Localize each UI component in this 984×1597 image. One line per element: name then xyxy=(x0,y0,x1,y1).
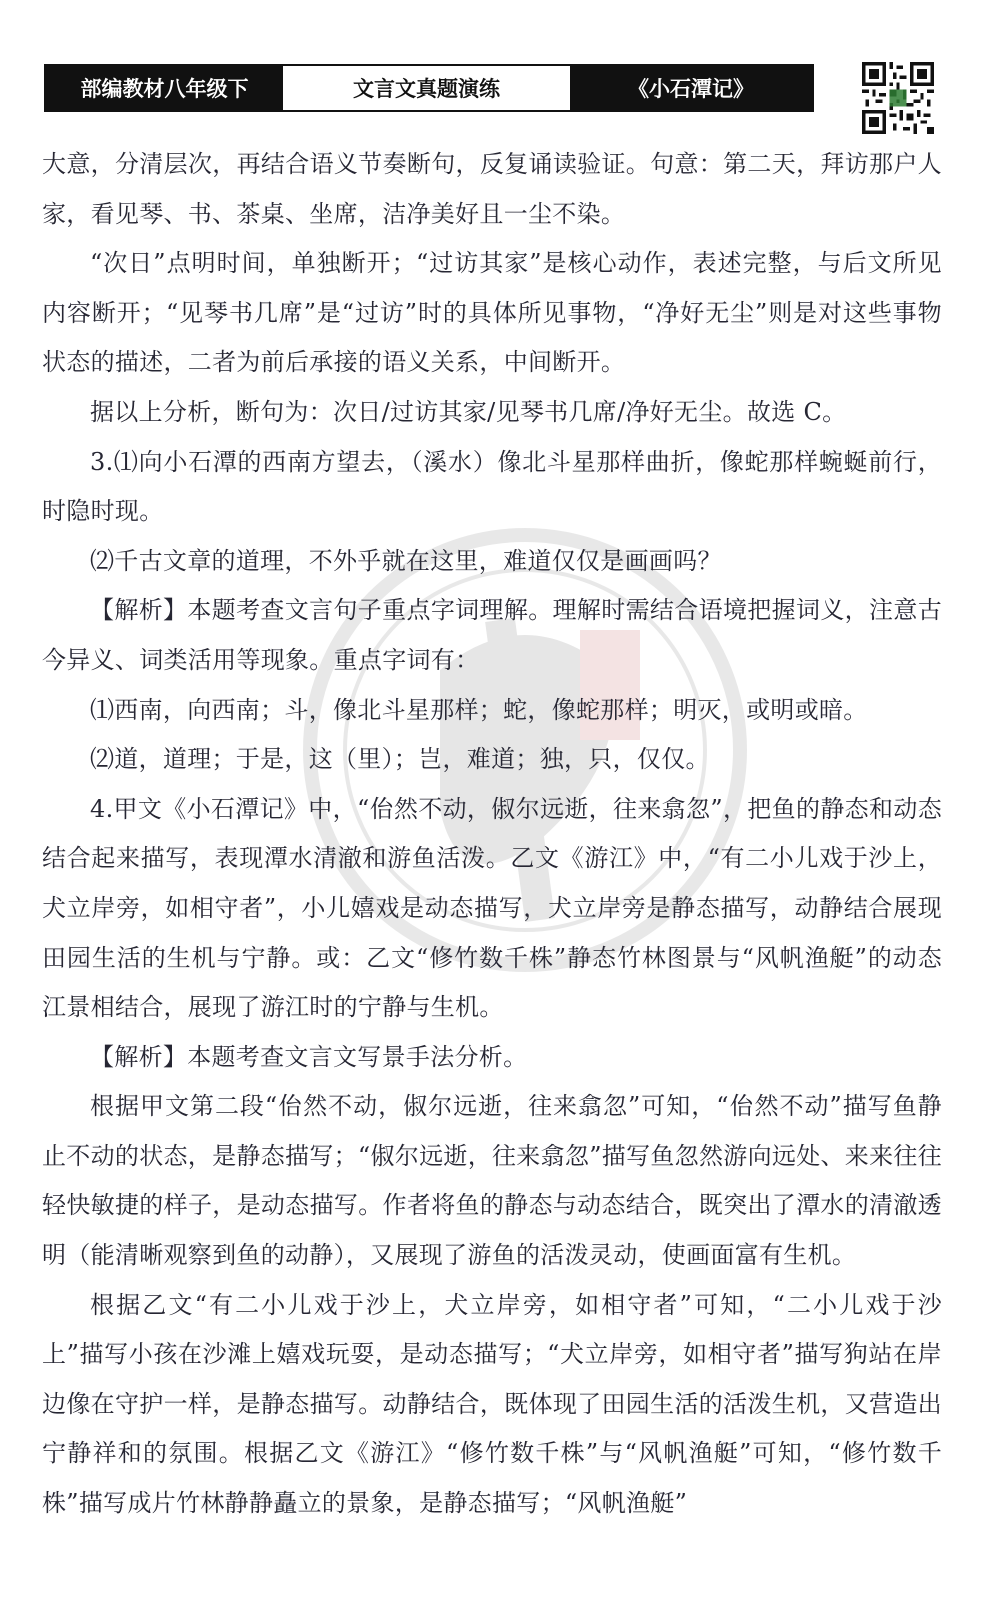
header-section-title: 文言文真题演练 xyxy=(283,66,570,110)
page-header xyxy=(44,64,814,112)
paragraph: 大意，分清层次，再结合语义节奏断句，反复诵读验证。句意：第二天，拜访那户人家，看见琴、书、茶桌、坐席，洁净美好且一尘不染。 xyxy=(42,150,942,228)
paragraph: 根据乙文“有二小儿戏于沙上，犬立岸旁，如相守者”可知，“二小儿戏于沙上”描写小孩在沙滩上嬉戏玩耍，是动态描写；“犬立岸旁，如相守者”描写狗站在岸边像在守护一样，是静态描写。动静结合，既体现了田园生活的活泼生机，又营造出宁静祥和的氛围。根据乙文《游江》“修竹数千株”与“风帆渔艇”可知，“修竹数千株”描写成片竹林静静矗立的景象，是静态描写；“风帆渔艇” xyxy=(42,1290,942,1518)
header-lesson-title: 《小石潭记》 xyxy=(570,66,812,110)
paragraph: ⑴西南，向西南；斗，像北斗星那样；蛇，像蛇那样；明灭，或明或暗。 xyxy=(90,695,868,724)
answer-explanation-body xyxy=(42,140,942,1529)
paragraph: ⑵道，道理；于是，这（里）；岂，难道；独，只，仅仅。 xyxy=(90,745,710,774)
paragraph: 4.甲文《小石潭记》中，“佁然不动，俶尔远逝，往来翕忽”，把鱼的静态和动态结合起来描写，表现潭水清澈和游鱼活泼。乙文《游江》中，“有二小儿戏于沙上，犬立岸旁，如相守者”，小儿嬉戏是动态描写，犬立岸旁是静态描写，动静结合展现田园生活的生机与宁静。或：乙文“修竹数千株”静态竹林图景与“风帆渔艇”的动态江景相结合，展现了游江时的宁静与生机。 xyxy=(42,794,942,1022)
header-textbook-label: 部编教材八年级下 xyxy=(46,66,283,110)
paragraph: 【解析】本题考查文言文写景手法分析。 xyxy=(90,1042,528,1071)
paragraph: 【解析】本题考查文言句子重点字词理解。理解时需结合语境把握词义，注意古今异义、词类活用等现象。重点字词有： xyxy=(42,596,942,674)
paragraph: 据以上分析，断句为：次日/过访其家/见琴书几席/净好无尘。故选 C。 xyxy=(90,397,847,426)
paragraph: “次日”点明时间，单独断开；“过访其家”是核心动作，表述完整，与后文所见内容断开；“见琴书几席”是“过访”时的具体所见事物，“净好无尘”则是对这些事物状态的描述，二者为前后承接的语义关系，中间断开。 xyxy=(42,249,942,377)
qr-code-icon[interactable] xyxy=(862,62,934,134)
paragraph: ⑵千古文章的道理，不外乎就在这里，难道仅仅是画画吗？ xyxy=(90,546,722,575)
paragraph: 3.⑴向小石潭的西南方望去，（溪水）像北斗星那样曲折，像蛇那样蜿蜒前行，时隐时现。 xyxy=(42,447,942,526)
paragraph: 根据甲文第二段“佁然不动，俶尔远逝，往来翕忽”可知，“佁然不动”描写鱼静止不动的状态，是静态描写；“俶尔远逝，往来翕忽”描写鱼忽然游向远处、来来往往轻快敏捷的样子，是动态描写。作者将鱼的静态与动态结合，既突出了潭水的清澈透明（能清晰观察到鱼的动静），又展现了游鱼的活泼灵动，使画面富有生机。 xyxy=(42,1092,942,1270)
